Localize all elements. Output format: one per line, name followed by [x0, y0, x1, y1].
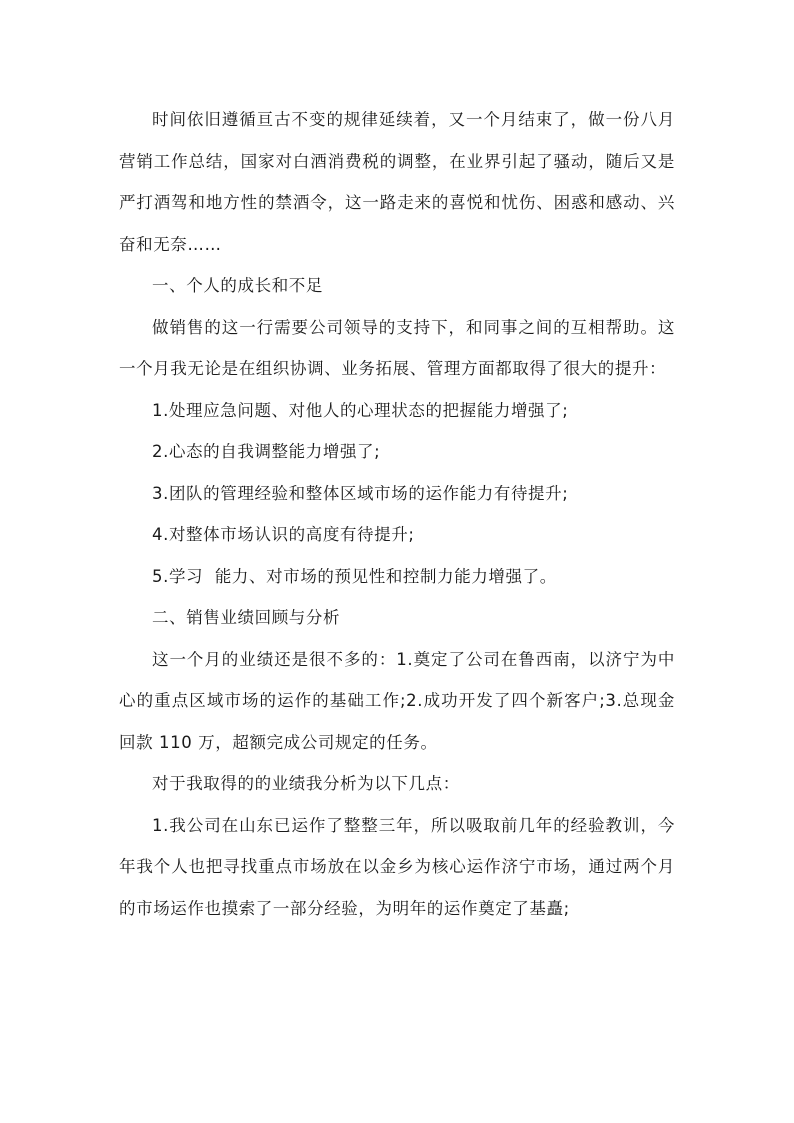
- growth-paragraph: 做销售的这一行需要公司领导的支持下，和同事之间的互相帮助。这一个月我无论是在组织协调、业务拓展、管理方面都取得了很大的提升：: [119, 317, 675, 378]
- intro-paragraph: 时间依旧遵循亘古不变的规律延续着，又一个月结束了，做一份八月营销工作总结，国家对白酒消费税的调整，在业界引起了骚动，随后又是严打酒驾和地方性的禁酒令，这一路走来的喜悦和忧伤、困惑和感动、兴奋和无奈……: [119, 110, 675, 254]
- growth-item-2: 2.心态的自我调整能力增强了;: [152, 442, 381, 461]
- document-body: [119, 99, 675, 929]
- growth-item-3: 3.团队的管理经验和整体区域市场的运作能力有待提升;: [152, 483, 569, 503]
- growth-item-4: 4.对整体市场认识的高度有待提升;: [152, 525, 415, 544]
- section-heading-personal-growth: 一、个人的成长和不足: [152, 276, 323, 295]
- section-heading-sales-review: 二、销售业绩回顾与分析: [152, 608, 341, 627]
- analysis-item-1: 1.我公司在山东已运作了整整三年，所以吸取前几年的经验教训，今年我个人也把寻找重点市场放在以金乡为核心运作济宁市场，通过两个月的市场运作也摸索了一部分经验，为明年的运作奠定了基矗;: [119, 815, 675, 918]
- sales-results-paragraph: 这一个月的业绩还是很不多的：1.奠定了公司在鲁西南，以济宁为中心的重点区域市场的运作的基础工作;2.成功开发了四个新客户;3.总现金回款 110 万，超额完成公司规定的任务。: [119, 649, 675, 752]
- growth-item-5: 5.学习 能力、对市场的预见性和控制力能力增强了。: [152, 566, 557, 586]
- growth-item-1: 1.处理应急问题、对他人的心理状态的把握能力增强了;: [152, 400, 569, 420]
- analysis-intro: 对于我取得的的业绩我分析为以下几点：: [152, 774, 460, 793]
